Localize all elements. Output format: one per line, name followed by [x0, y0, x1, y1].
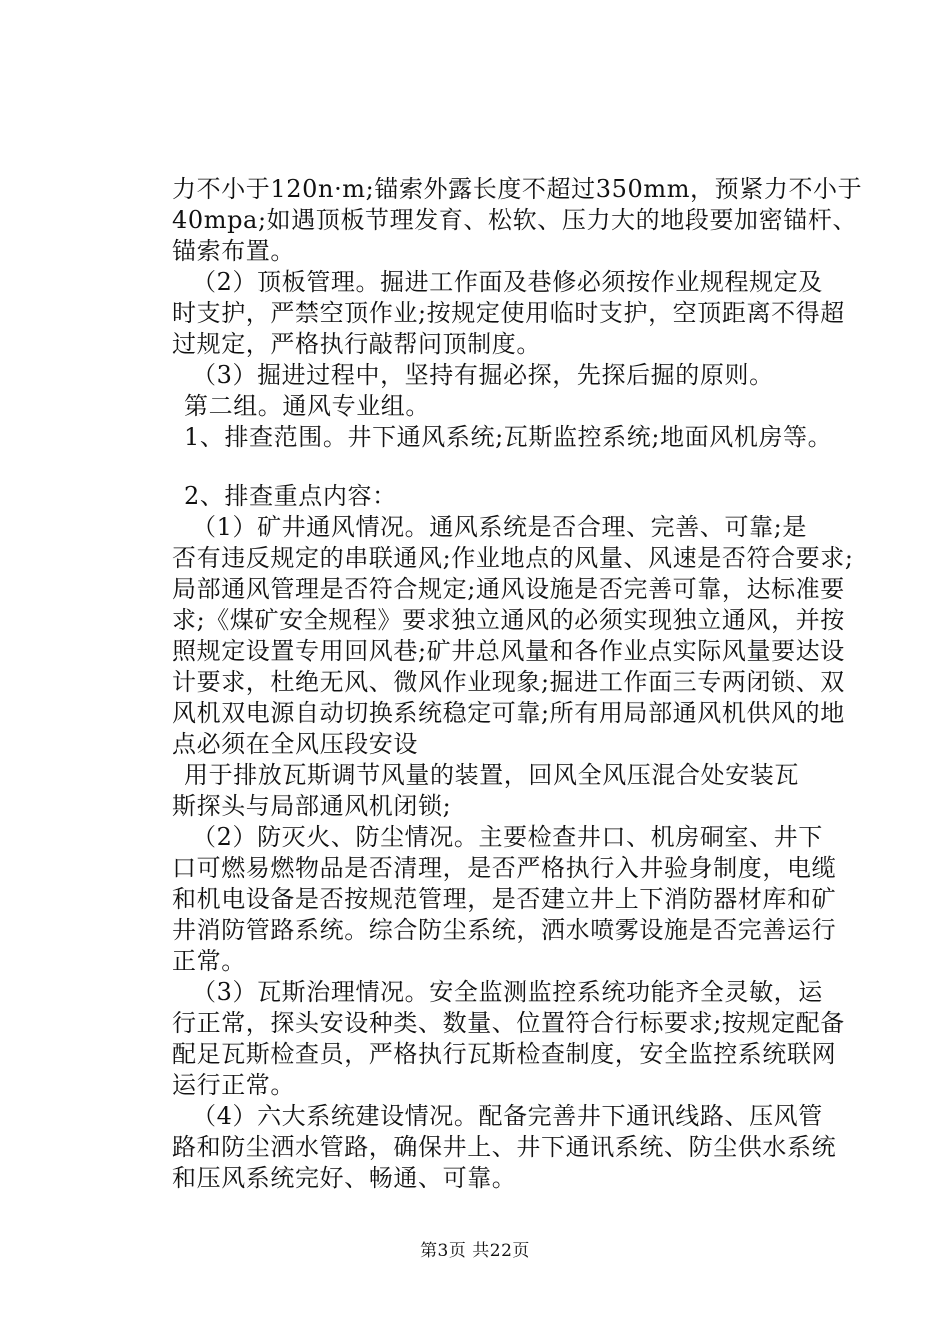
- body-line: 路和防尘洒水管路，确保井上、井下通讯系统、防尘供水系统: [172, 1133, 837, 1161]
- body-line: 时支护，严禁空顶作业;按规定使用临时支护，空顶距离不得超: [172, 299, 845, 327]
- body-line: 井消防管路系统。综合防尘系统，洒水喷雾设施是否完善运行: [172, 916, 837, 944]
- body-line: 和压风系统完好、畅通、可靠。: [172, 1164, 517, 1192]
- paragraph-start: （4）六大系统建设情况。配备完善井下通讯线路、压风管: [192, 1102, 823, 1130]
- body-line: 斯探头与局部通风机闭锁;: [172, 792, 452, 820]
- body-line: 力不小于120n·m;锚索外露长度不超过350mm，预紧力不小于: [172, 175, 863, 203]
- paragraph-start: 用于排放瓦斯调节风量的装置，回风全风压混合处安装瓦: [184, 761, 799, 789]
- body-line: 正常。: [172, 947, 246, 975]
- paragraph-start: （2）防灭火、防尘情况。主要检查井口、机房硐室、井下: [192, 823, 823, 851]
- body-line: 过规定，严格执行敲帮问顶制度。: [172, 330, 541, 358]
- paragraph-start: 1、排查范围。井下通风系统;瓦斯监控系统;地面风机房等。: [184, 423, 833, 451]
- body-line: 40mpa;如遇顶板节理发育、松软、压力大的地段要加密锚杆、: [172, 206, 858, 234]
- body-line: 和机电设备是否按规范管理，是否建立井上下消防器材库和矿: [172, 885, 837, 913]
- body-line: 行正常，探头安设种类、数量、位置符合行标要求;按规定配备: [172, 1009, 845, 1037]
- paragraph-start: （3）瓦斯治理情况。安全监测监控系统功能齐全灵敏，运: [192, 978, 823, 1006]
- body-line: 锚索布置。: [172, 237, 295, 265]
- body-line: 照规定设置专用回风巷;矿井总风量和各作业点实际风量要达设: [172, 637, 845, 665]
- body-line: 风机双电源自动切换系统稳定可靠;所有用局部通风机供风的地: [172, 699, 845, 727]
- paragraph-start: （2）顶板管理。掘进工作面及巷修必须按作业规程规定及: [192, 268, 823, 296]
- body-line: 求;《煤矿安全规程》要求独立通风的必须实现独立通风，并按: [172, 606, 845, 634]
- body-line: 配足瓦斯检查员，严格执行瓦斯检查制度，安全监控系统联网: [172, 1040, 837, 1068]
- subsection-heading: 2、排查重点内容：: [184, 482, 397, 510]
- document-body: [172, 174, 863, 1194]
- page-number-footer: 第3页 共22页: [420, 1241, 530, 1261]
- paragraph-start: （1）矿井通风情况。通风系统是否合理、完善、可靠;是: [192, 513, 807, 541]
- body-line: 否有违反规定的串联通风;作业地点的风量、风速是否符合要求;: [172, 544, 854, 572]
- paragraph-gap: [172, 453, 842, 481]
- body-line: 口可燃易燃物品是否清理，是否严格执行入井验身制度，电缆: [172, 854, 837, 882]
- body-line: 运行正常。: [172, 1071, 295, 1099]
- body-line: 点必须在全风压段安设: [172, 730, 418, 758]
- body-line: 计要求，杜绝无风、微风作业现象;掘进工作面三专两闭锁、双: [172, 668, 845, 696]
- section-heading: 第二组。通风专业组。: [184, 392, 430, 420]
- paragraph-start: （3）掘进过程中，坚持有掘必探，先探后掘的原则。: [192, 361, 774, 389]
- body-line: 局部通风管理是否符合规定;通风设施是否完善可靠，达标准要: [172, 575, 845, 603]
